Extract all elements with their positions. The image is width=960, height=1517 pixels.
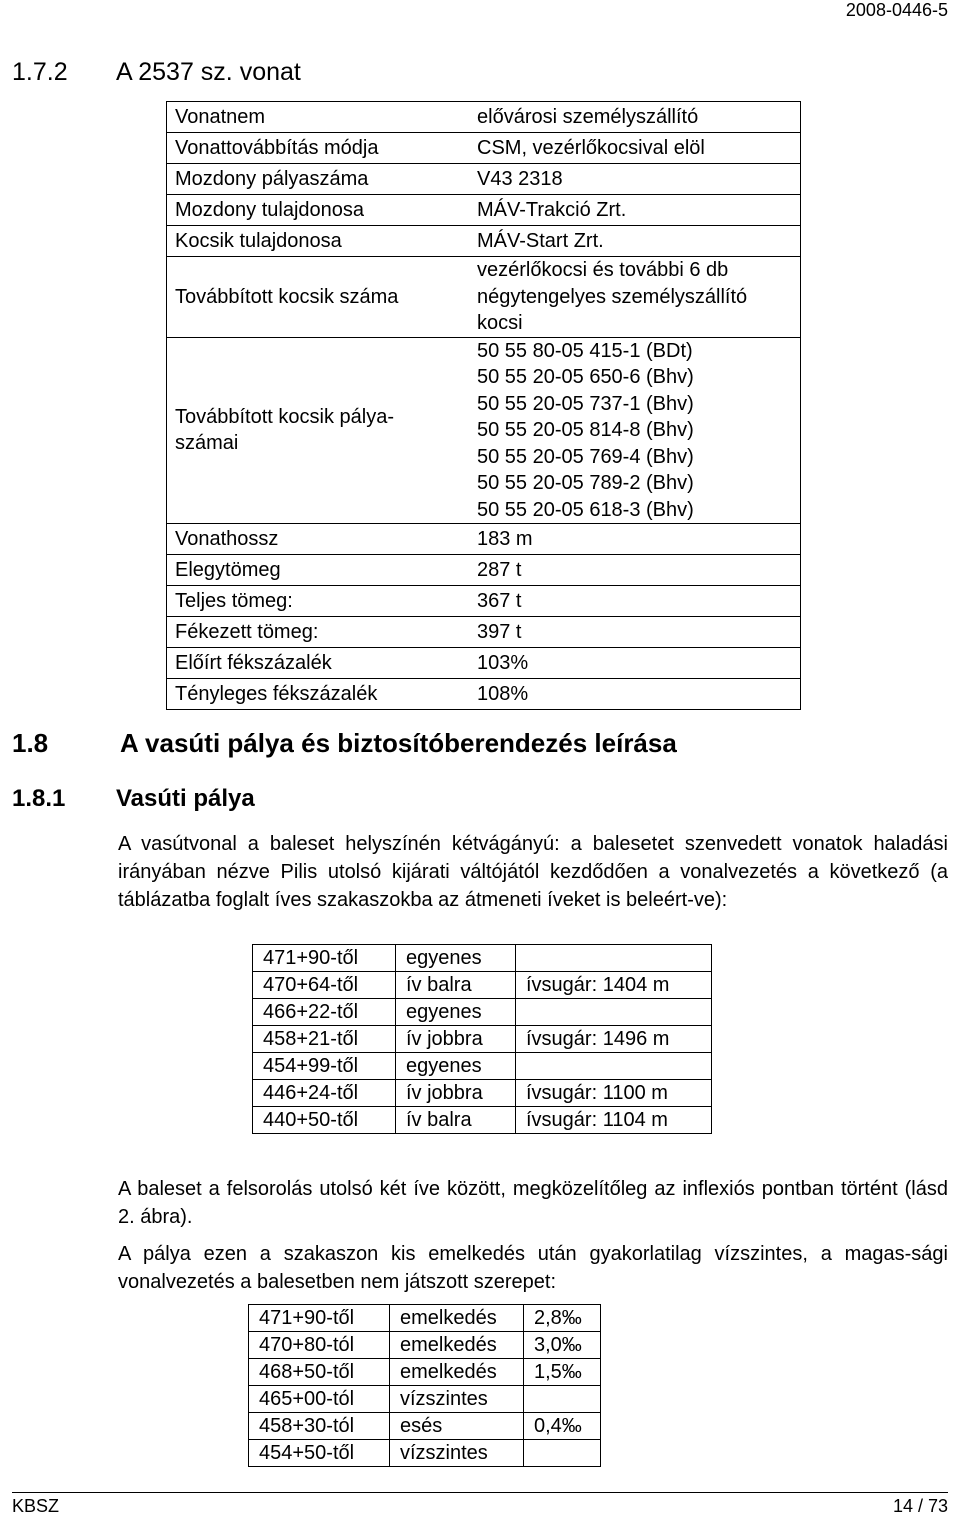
table-row (167, 195, 801, 226)
table-row (249, 1413, 601, 1440)
table-cell-key: Mozdony pályaszáma (167, 164, 468, 195)
table-row (167, 226, 801, 257)
table-cell (524, 1386, 601, 1413)
page-number: 14 / 73 (892, 1496, 948, 1516)
table-cell: 468+50-től (249, 1359, 390, 1386)
table-cell: ív balra (396, 1107, 516, 1134)
table-cell: egyenes (396, 999, 516, 1026)
table-row (167, 337, 801, 524)
table-row (167, 617, 801, 648)
table-cell-value: elővárosi személyszállító (467, 102, 801, 133)
table-row (167, 257, 801, 338)
wagon-number: 50 55 20-05 814-8 (Bhv) (477, 419, 694, 441)
table-cell-value: 397 t (467, 617, 801, 648)
wagon-number: 50 55 20-05 769-4 (Bhv) (477, 445, 694, 468)
curve-table (252, 944, 712, 1134)
table-cell: egyenes (396, 1053, 516, 1080)
table-row (253, 1107, 712, 1134)
table-row (167, 679, 801, 710)
paragraph-accident-location: A baleset a felsorolás utolsó két íve között, megközelítőleg az inflexiós pontban történt (lásd 2. ábra). (118, 1178, 948, 1228)
value-line: vezérlőkocsi és további 6 db (477, 259, 729, 281)
table-row (249, 1305, 601, 1332)
table-row (253, 999, 712, 1026)
table-cell-key: Fékezett tömeg: (167, 617, 468, 648)
table-cell-value: 287 t (467, 555, 801, 586)
table-cell-key: Továbbított kocsik pálya- számai (167, 337, 468, 524)
table-cell: ív jobbra (396, 1026, 516, 1053)
table-cell-key: Vonattovábbítás módja (167, 133, 468, 164)
footer-divider (12, 1492, 948, 1493)
table-cell-key: Mozdony tulajdonosa (167, 195, 468, 226)
table-cell-value: V43 2318 (467, 164, 801, 195)
table-cell-key: Teljes tömeg: (167, 586, 468, 617)
table-cell: 440+50-től (253, 1107, 396, 1134)
table-row (253, 945, 712, 972)
table-cell (516, 945, 712, 972)
section-number: 1.8 (12, 728, 49, 758)
table-cell-value: MÁV-Start Zrt. (467, 226, 801, 257)
wagon-number: 50 55 20-05 618-3 (Bhv) (477, 498, 694, 521)
table-row (167, 555, 801, 586)
table-cell: 446+24-től (253, 1080, 396, 1107)
table-cell: 454+50-től (249, 1440, 390, 1467)
wagon-number: 50 55 20-05 737-1 (Bhv) (477, 392, 694, 415)
table-row (167, 102, 801, 133)
table-row (167, 586, 801, 617)
section-number: 1.8.1 (12, 785, 66, 812)
table-row (253, 1080, 712, 1107)
section-title: Vasúti pálya (116, 785, 255, 812)
table-cell: 470+80-tól (249, 1332, 390, 1359)
table-row (249, 1332, 601, 1359)
value-line: kocsi (477, 312, 523, 334)
table-cell-key: Tényleges fékszázalék (167, 679, 468, 710)
table-row (167, 524, 801, 555)
train-data-table (166, 101, 801, 710)
table-row (253, 1053, 712, 1080)
section-number: 1.7.2 (12, 58, 68, 86)
table-cell: egyenes (396, 945, 516, 972)
table-cell: emelkedés (390, 1359, 524, 1386)
table-cell-value: MÁV-Trakció Zrt. (467, 195, 801, 226)
section-title: A 2537 sz. vonat (116, 58, 301, 86)
table-cell: ívsugár: 1404 m (516, 972, 712, 999)
table-row (249, 1386, 601, 1413)
table-cell: 454+99-től (253, 1053, 396, 1080)
paragraph-gradient: A pálya ezen a szakaszon kis emelkedés után gyakorlatilag vízszintes, a magas-sági vonalvezetés a balesetben nem játszott szerepet: (118, 1243, 948, 1293)
document-id: 2008-0446-5 (845, 0, 948, 20)
table-cell: 465+00-tól (249, 1386, 390, 1413)
table-cell: 471+90-től (253, 945, 396, 972)
table-cell: 458+30-tól (249, 1413, 390, 1440)
table-cell (516, 1053, 712, 1080)
table-cell: 3,0‰ (524, 1332, 601, 1359)
table-cell: 471+90-től (249, 1305, 390, 1332)
table-cell: 1,5‰ (524, 1359, 601, 1386)
wagon-number: 50 55 20-05 789-2 (Bhv) (477, 472, 694, 494)
table-row (167, 164, 801, 195)
footer-org: KBSZ (12, 1496, 60, 1516)
table-cell-key: Vonathossz (167, 524, 468, 555)
wagon-number: 50 55 20-05 650-6 (Bhv) (477, 366, 694, 388)
wagon-number: 50 55 80-05 415-1 (BDt) (477, 339, 693, 362)
table-cell: emelkedés (390, 1305, 524, 1332)
table-row (249, 1359, 601, 1386)
table-cell-value: 367 t (467, 586, 801, 617)
table-cell-value: 183 m (467, 524, 801, 555)
table-cell: ív balra (396, 972, 516, 999)
table-cell-value (467, 257, 801, 338)
table-cell: 458+21-től (253, 1026, 396, 1053)
table-row (249, 1440, 601, 1467)
table-cell: 470+64-től (253, 972, 396, 999)
table-cell-key: Kocsik tulajdonosa (167, 226, 468, 257)
table-cell: ívsugár: 1104 m (516, 1107, 712, 1134)
table-cell-value (467, 337, 801, 524)
table-cell: ívsugár: 1100 m (516, 1080, 712, 1107)
gradient-table (248, 1304, 601, 1467)
table-cell-value: CSM, vezérlőkocsival elöl (467, 133, 801, 164)
table-cell: 466+22-től (253, 999, 396, 1026)
table-cell: vízszintes (390, 1440, 524, 1467)
table-cell: vízszintes (390, 1386, 524, 1413)
value-line: négytengelyes személyszállító (477, 285, 748, 308)
table-cell-key: Elegytömeg (167, 555, 468, 586)
table-cell: ívsugár: 1496 m (516, 1026, 712, 1053)
table-cell-key: Előírt fékszázalék (167, 648, 468, 679)
table-row (167, 648, 801, 679)
section-title: A vasúti pálya és biztosítóberendezés leírása (120, 728, 677, 758)
table-cell: 2,8‰ (524, 1305, 601, 1332)
table-cell: 0,4‰ (524, 1413, 601, 1440)
table-cell-value: 108% (467, 679, 801, 710)
table-row (253, 1026, 712, 1053)
table-cell-key: Vonatnem (167, 102, 468, 133)
table-cell-key: Továbbított kocsik száma (167, 257, 468, 338)
table-row (167, 133, 801, 164)
paragraph-track-alignment: A vasútvonal a baleset helyszínén kétvágányú: a balesetet szenvedett vonatok haladási irányában nézve Pilis utolsó kijárati váltójától kezdődően a vonalvezetés a következő (a táblázatba foglalt íves szakaszokba az átmeneti íveket is beleért-ve): (118, 833, 948, 911)
table-cell (516, 999, 712, 1026)
table-row (253, 972, 712, 999)
table-cell-value: 103% (467, 648, 801, 679)
table-cell: emelkedés (390, 1332, 524, 1359)
table-cell: ív jobbra (396, 1080, 516, 1107)
table-cell (524, 1440, 601, 1467)
table-cell: esés (390, 1413, 524, 1440)
